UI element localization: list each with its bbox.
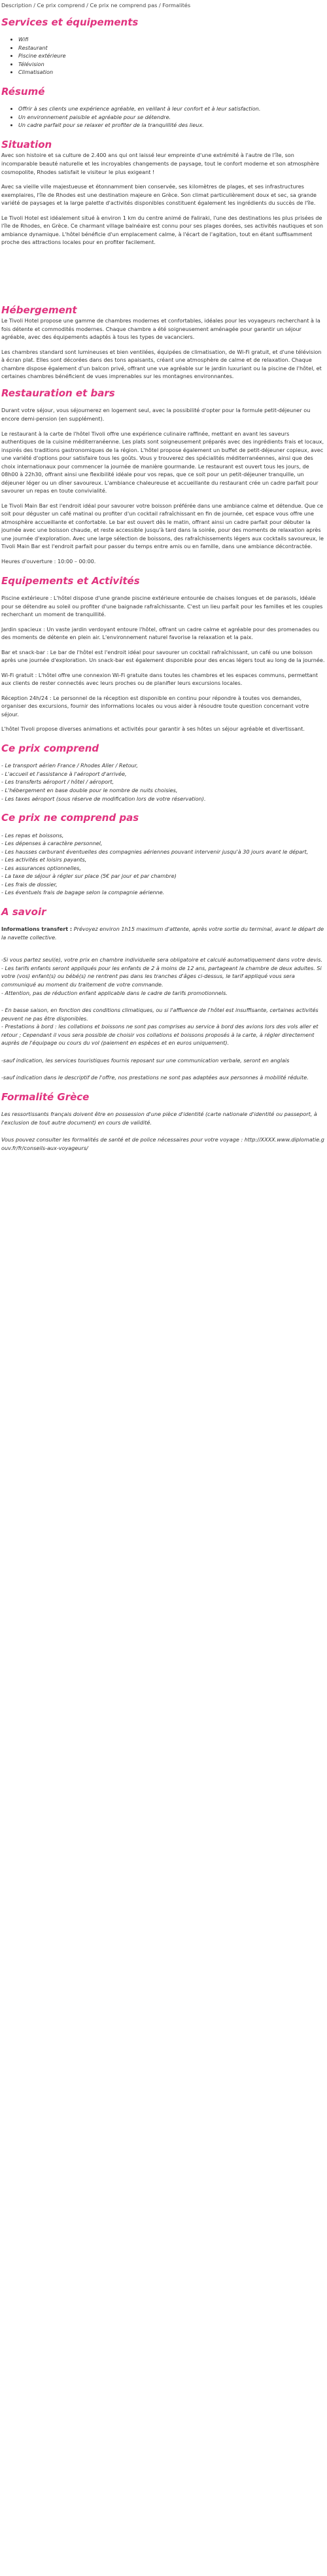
resume-list bbox=[1, 105, 326, 130]
spacer bbox=[1, 1126, 326, 1136]
spacer bbox=[1, 98, 326, 105]
list-item: - Les taxes aéroport (sous réserve de modification lors de votre réservation). bbox=[1, 795, 206, 802]
list-item: • Climatisation bbox=[18, 68, 326, 77]
page bbox=[0, 0, 327, 1152]
equipements-paragraph: Bar et snack-bar : Le bar de l'hôtel est l'endroit idéal pour savourer un cocktail rafraîchissant, un café ou une boisson après une journée d'exploration. Un snack-bar est également disponible pour des encas légers tout au long de la journée. bbox=[1, 648, 325, 664]
hebergement-paragraph: Le Tivoli Hotel propose une gamme de chambres modernes et confortables, idéales pour les voyageurs recherchant à la fois détente et commodités modernes. Chaque chambre a été soigneusement aménagée pour garantir un séjour agréable, avec des équipements adaptés à tous les types de vacanciers. bbox=[1, 317, 320, 341]
section-title-a-savoir: A savoir bbox=[1, 905, 46, 918]
spacer bbox=[1, 619, 326, 625]
comprend-list bbox=[1, 761, 326, 803]
list-item: - Les repas et boissons, bbox=[1, 831, 64, 839]
spacer bbox=[1, 10, 326, 16]
spacer bbox=[1, 77, 326, 86]
situation-paragraph: Avec son histoire et sa culture de 2.400 ans qui ont laissé leur empreinte d'une extrémité à l'autre de l'île, son incomparable beauté naturelle et les incroyables changements de paysage, tout le confort moderne et son atmosphère cosmopolite, Rhodes satisfait le visiteur le plus exigeant ! bbox=[1, 152, 320, 175]
spacer bbox=[1, 1104, 326, 1110]
tab-separator: / bbox=[159, 2, 161, 9]
list-item: - Les dépenses à caractère personnel, bbox=[1, 840, 103, 847]
tab-formalites[interactable]: Formalités bbox=[162, 2, 191, 9]
list-item: - La taxe de séjour à régler sur place (5€ par jour et par chambre) bbox=[1, 873, 177, 880]
tab-separator: / bbox=[33, 2, 36, 9]
section-title-ne-comprend: Ce prix ne comprend pas bbox=[1, 812, 139, 824]
list-item: - Les éventuels frais de bagage selon la compagnie aérienne. bbox=[1, 889, 165, 896]
tab-separator: / bbox=[86, 2, 88, 9]
spacer bbox=[1, 130, 326, 139]
restauration-paragraph: Le restaurant à la carte de l'hôtel Tivoli offre une expérience culinaire raffinée, mettant en avant les saveurs authentiques de la cuisine méditerranéenne. Les plats sont soigneusement préparés avec des ingrédients frais et locaux, inspirés des traditions gastronomiques de la région. L'hôtel propose également un buffet de petit-déjeuner copieux, avec une variété d'options pour satisfaire tous les goûts. Vous y trouverez des spécialités méditerranéennes, ainsi que des choix internationaux pour commencer la journée de manière gourmande. Le restaurant est ouvert tous les jours, de 08h00 à 22h30, offrant ainsi une flexibilité idéale pour vos repas, que ce soit pour un petit-déjeuner tranquille, un déjeuner léger ou un dîner savoureux. L'ambiance chaleureuse et accueillante du restaurant crée un cadre parfait pour savourer un repas en toute convivialité. bbox=[1, 430, 324, 495]
transfer-info-label: Informations transfert : bbox=[1, 926, 73, 933]
spacer bbox=[1, 803, 326, 812]
tab-description[interactable]: Description bbox=[1, 2, 32, 9]
ne-comprend-list bbox=[1, 831, 326, 897]
a-savoir-block: -sauf indication dans le descriptif de l'offre, nos prestations ne sont pas adaptées aux personnes à mobilité réduite. bbox=[1, 1074, 309, 1081]
spacer bbox=[1, 918, 326, 925]
tab-bar bbox=[1, 0, 326, 10]
list-item: - Les hausses carburant éventuelles des compagnies aériennes pouvant intervenir jusqu'à 30 jours avant le départ, bbox=[1, 848, 309, 855]
spacer bbox=[1, 247, 326, 304]
list-item: • Un cadre parfait pour se relaxer et profiter de la tranquillité des lieux. bbox=[18, 121, 326, 130]
formalite-link[interactable]: Vous pouvez consulter les formalités de santé et de police nécessaires pour votre voyage : http://XXXX.www.diplomatie.gouv.fr/fr/conseils-aux-voyageurs/ bbox=[1, 1136, 324, 1151]
list-item: • Wifi bbox=[18, 35, 326, 44]
list-item: • Télévision bbox=[18, 60, 326, 69]
list-item: - L'hébergement en base double pour le nombre de nuits choisies, bbox=[1, 787, 178, 794]
list-item: • Restaurant bbox=[18, 44, 326, 52]
list-item: • Offrir à ses clients une expérience agréable, en veillant à leur confort et à leur satisfaction. bbox=[18, 105, 326, 113]
list-item: - Les frais de dossier, bbox=[1, 880, 58, 888]
equipements-paragraph: Réception 24h/24 : Le personnel de la réception est disponible en continu pour répondre à toutes vos demandes, organiser des excursions, fournir des informations locales ou vous aider à résoudre toute question concernant votre séjour. bbox=[1, 694, 309, 718]
spacer bbox=[1, 566, 326, 575]
list-item: - Les assurances optionnelles, bbox=[1, 864, 81, 871]
list-item: - L'accueil et l'assistance à l'aéroport d'arrivée, bbox=[1, 770, 127, 777]
spacer bbox=[1, 381, 326, 387]
spacer bbox=[1, 207, 326, 214]
hebergement-paragraph: Les chambres standard sont lumineuses et bien ventilées, équipées de climatisation, de Wi-Fi gratuit, et d'une télévision à écran plat. Elles sont décorées dans des tons apaisants, créant une atmosphère de calme et de relaxation. Chaque chambre dispose également d'un balcon privé, offrant une vue agréable sur le jardin luxuriant ou la piscine de l'hôtel, et certaines chambres bénéficient de vues imprenables sur les montagnes environnantes. bbox=[1, 348, 322, 380]
section-title-formalite: Formalité Grèce bbox=[1, 1090, 90, 1103]
section-title-equipements: Equipements et Activités bbox=[1, 574, 140, 587]
section-title-restauration: Restauration et bars bbox=[1, 387, 115, 399]
section-title-comprend: Ce prix comprend bbox=[1, 742, 99, 754]
spacer bbox=[1, 495, 326, 502]
restauration-paragraph: Le Tivoli Main Bar est l'endroit idéal pour savourer votre boisson préférée dans une ambiance calme et détendue. Que ce soit pour déguster un café matinal ou profiter d'un cocktail rafraîchissant en fin de journée, cet espace vous offre une atmosphère accueillante et confortable. Le bar est ouvert dès le matin, offrant ainsi un cadre parfait pour débuter la journée avec une boisson chaude, et reste accessible jusqu'à tard dans la soirée, pour des moments de relaxation après une journée d'exploration. Avec une large sélection de boissons, des rafraîchissements légers aux cocktails savoureux, le Tivoli Main Bar est l'endroit parfait pour passer du temps entre amis ou en famille, dans une ambiance décontractée. bbox=[1, 502, 324, 550]
list-item: - Le transport aérien France / Rhodes Aller / Retour, bbox=[1, 762, 138, 769]
section-title-hebergement: Hébergement bbox=[1, 304, 77, 316]
opening-hours: Heures d'ouverture : 10:00 – 00:00. bbox=[1, 557, 96, 565]
spacer bbox=[1, 665, 326, 671]
spacer bbox=[1, 941, 326, 956]
spacer bbox=[1, 587, 326, 594]
spacer bbox=[1, 688, 326, 694]
spacer bbox=[1, 642, 326, 648]
spacer bbox=[1, 423, 326, 430]
spacer bbox=[1, 176, 326, 183]
spacer bbox=[1, 718, 326, 725]
spacer bbox=[1, 551, 326, 557]
equipements-paragraph: Wi-Fi gratuit : L'hôtel offre une connexion Wi-Fi gratuite dans toutes les chambres et les espaces communs, permettant aux clients de rester connectés avec leurs proches ou de planifier leurs excursions locales. bbox=[1, 671, 318, 687]
a-savoir-block: -sauf indication, les services touristiques fournis reposant sur une communication verbale, seront en anglais bbox=[1, 1056, 290, 1064]
spacer bbox=[1, 755, 326, 761]
a-savoir-block: - En basse saison, en fonction des conditions climatiques, ou si l'affluence de l'hôtel est insuffisante, certaines activités peuvent ne pas être disponibles. - Prestations à bord : les collations et boissons ne sont pas comprises au service à bord des avions lors des vols aller et retour ; Cependant il vous sera possible de choisir vos collations et boissons proposés à la carte, à régler directement auprès de l'équipage ou cours du vol (paiement en espèces et en euros uniquement). bbox=[1, 1007, 318, 1047]
transfer-info-text: Prévoyez environ 1h15 maximum d'attente, après votre sortie du terminal, avant le départ de la navette collective. bbox=[1, 926, 324, 941]
spacer bbox=[1, 29, 326, 35]
services-list bbox=[1, 35, 326, 77]
section-title-situation: Situation bbox=[1, 138, 52, 150]
equipements-paragraph: Jardin spacieux : Un vaste jardin verdoyant entoure l'hôtel, offrant un cadre calme et agréable pour des promenades ou des moments de détente en plein air. L'environnement naturel favorise la relaxation et la paix. bbox=[1, 625, 319, 641]
spacer bbox=[1, 400, 326, 406]
spacer bbox=[1, 1082, 326, 1091]
spacer bbox=[1, 341, 326, 348]
list-item: - Les transferts aéroport / hôtel / aéroport, bbox=[1, 778, 114, 786]
equipements-paragraph: L'hôtel Tivoli propose diverses animations et activités pour garantir à ses hôtes un séjour agréable et divertissant. bbox=[1, 725, 305, 733]
a-savoir-block: -Si vous partez seul(e), votre prix en chambre individuelle sera obligatoire et calculé automatiquement dans votre devis. - Les tarifs enfants seront appliqués pour les enfants de 2 à moins de 12 ans, partageant la chambre de deux adultes. Si votre (vos) enfant(s) ou bébé(s) ne rentrent pas dans les tranches d'âges ci-dessus, le tarif appliqué vous sera communiqué au moment du traitement de votre commande. - Attention, pas de réduction enfant applicable dans le cadre de tarifs promotionnels. bbox=[1, 956, 323, 996]
section-title-resume: Résumé bbox=[1, 85, 45, 97]
spacer bbox=[1, 997, 326, 1006]
situation-paragraph: Le Tivoli Hotel est idéalement situé à environ 1 km du centre animé de Faliraki, l'une des destinations les plus prisées de l'île de Rhodes, en Grèce. Ce charmant village balnéaire est connu pour ses plages dorées, ses activités nautiques et son ambiance dynamique. L'hôtel bénéficie d'un emplacement calme, à l'écart de l'agitation, tout en étant suffisamment proche des attractions locales pour en profiter facilement. bbox=[1, 214, 323, 246]
spacer bbox=[1, 733, 326, 742]
spacer bbox=[1, 1047, 326, 1056]
tab-ce-prix-comprend[interactable]: Ce prix comprend bbox=[37, 2, 85, 9]
equipements-paragraph: Piscine extérieure : L'hôtel dispose d'une grande piscine extérieure entourée de chaises longues et de parasols, idéale pour se détendre au soleil ou profiter d'une baignade rafraîchissante. C'est un lieu parfait pour les familles et les couples recherchant un moment de tranquillité. bbox=[1, 595, 323, 618]
tab-ce-prix-ne-comprend-pas[interactable]: Ce prix ne comprend pas bbox=[90, 2, 158, 9]
formalite-paragraph: Les ressortissants français doivent être en possession d'une pièce d'identité (carte nationale d'identité ou passeport, à l'exclusion de tout autre document) en cours de validité. bbox=[1, 1111, 317, 1126]
situation-paragraph: Avec sa vieille ville majestueuse et étonnamment bien conservée, ses kilomètres de plages, et ses infrastructures exemplaires, l'île de Rhodes est une destination majeure en Grèce. Son climat particulièrement doux et sec, sa grande variété de paysages et la large palette d'activités disponibles constituent également les ingrédients du succès de l'île. bbox=[1, 183, 317, 207]
transfer-info bbox=[1, 925, 326, 941]
section-title-services: Services et équipements bbox=[1, 16, 139, 28]
list-item: - Les activités et loisirs payants, bbox=[1, 856, 87, 863]
restauration-paragraph: Durant votre séjour, vous séjournerez en logement seul, avec la possibilité d'opter pour la formule petit-déjeuner ou encore demi-pension (en supplément). bbox=[1, 407, 311, 423]
spacer bbox=[1, 897, 326, 906]
spacer bbox=[1, 825, 326, 831]
spacer bbox=[1, 1064, 326, 1073]
list-item: • Piscine extérieure bbox=[18, 52, 326, 60]
list-item: • Un environnement paisible et agréable pour se détendre. bbox=[18, 113, 326, 122]
